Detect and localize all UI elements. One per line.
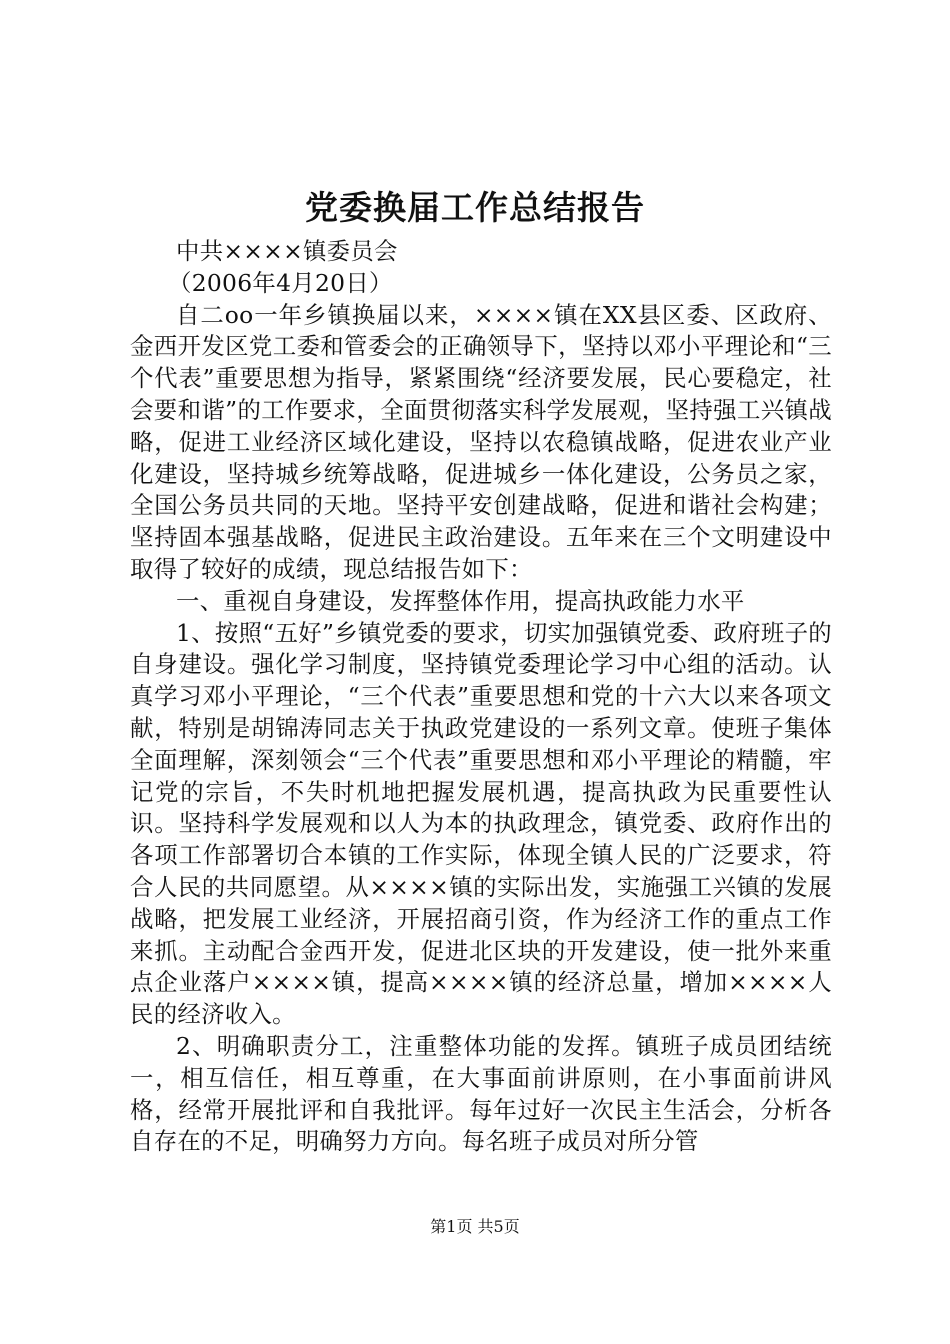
- page-number-footer: 第1页 共5页: [430, 1217, 520, 1236]
- paragraph-item-2: 2、明确职责分工，注重整体功能的发挥。镇班子成员团结统一，相互信任，相互尊重，在大事面前讲原则，在小事面前讲风格，经常开展批评和自我批评。每年过好一次民主生活会，分析各自存在的不足，明确努力方向。每名班子成员对所分管: [130, 1031, 832, 1156]
- paragraph-introduction: 自二oo一年乡镇换届以来，××××镇在XX县区委、区政府、金西开发区党工委和管委会的正确领导下，坚持以邓小平理论和“三个代表”重要思想为指导，紧紧围绕“经济要发展，民心要稳定，社会要和谐”的工作要求，全面贯彻落实科学发展观，坚持强工兴镇战略，促进工业经济区域化建设，坚持以农稳镇战略，促进农业产业化建设，坚持城乡统筹战略，促进城乡一体化建设，公务员之家，全国公务员共同的天地。坚持平安创建战略，促进和谐社会构建；坚持固本强基战略，促进民主政治建设。五年来在三个文明建设中取得了较好的成绩，现总结报告如下：: [130, 300, 832, 583]
- report-date: （2006年4月20日）: [168, 268, 393, 297]
- paragraph-item-1: 1、按照“五好”乡镇党委的要求，切实加强镇党委、政府班子的自身建设。强化学习制度，坚持镇党委理论学习中心组的活动。认真学习邓小平理论，“三个代表”重要思想和党的十六大以来各项文献，特别是胡锦涛同志关于执政党建设的一系列文章。使班子集体全面理解，深刻领会“三个代表”重要思想和邓小平理论的精髓，牢记党的宗旨，不失时机地把握发展机遇，提高执政为民重要性认识。坚持科学发展观和以人为本的执政理念，镇党委、政府作出的各项工作部署切合本镇的工作实际，体现全镇人民的广泛要求，符合人民的共同愿望。从××××镇的实际出发，实施强工兴镇的发展战略，把发展工业经济，开展招商引资，作为经济工作的重点工作来抓。主动配合金西开发，促进北区块的开发建设，使一批外来重点企业落户××××镇，提高××××镇的经济总量，增加××××人民的经济收入。: [130, 618, 832, 1029]
- document-body: [130, 236, 832, 1158]
- document-title: 党委换届工作总结报告: [305, 188, 645, 227]
- issuing-organization: 中共××××镇委员会: [176, 237, 398, 265]
- section-heading-1: 一、重视自身建设，发挥整体作用，提高执政能力水平: [176, 586, 745, 615]
